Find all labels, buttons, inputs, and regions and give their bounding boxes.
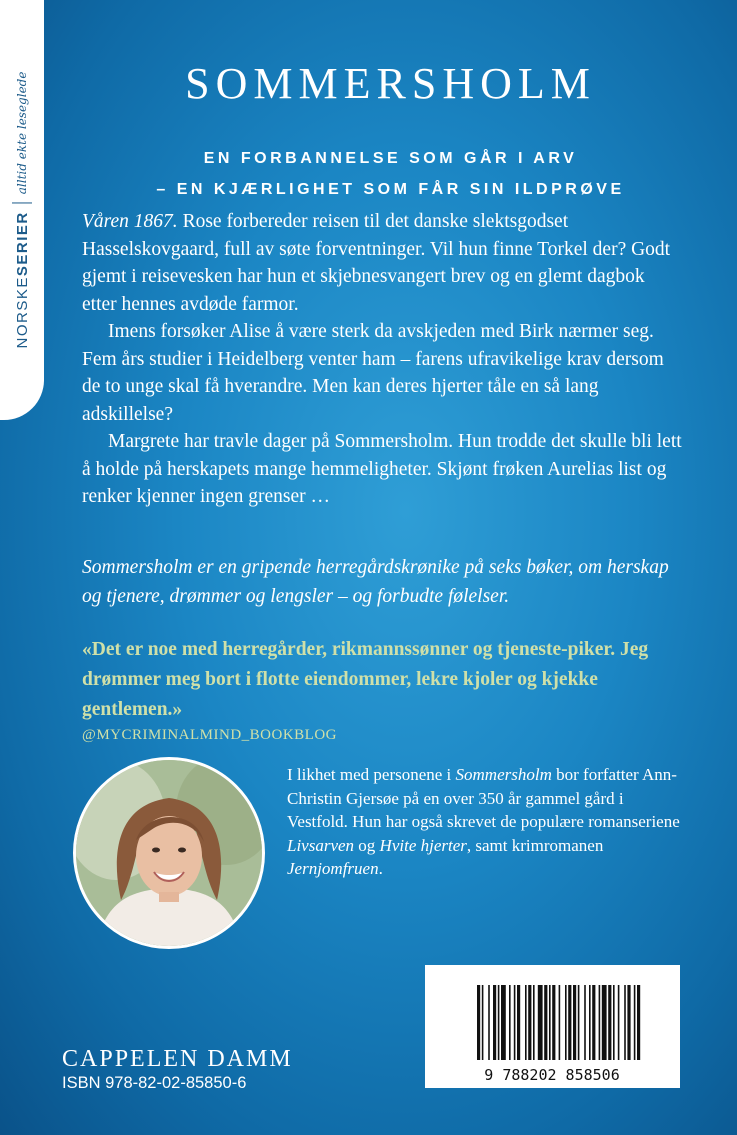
- blurb-lead: Våren 1867.: [82, 211, 178, 232]
- blurb-paragraph-2: Imens forsøker Alise å være sterk da avskjeden med Birk nærmer seg. Fem års studier i Heidelberg venter ham – farens ufravikelige krav dersom de to unge skal få hverandre. Men kan deres hjerter tåle en så lang adskillelse?: [82, 321, 664, 425]
- blurb-body: [82, 208, 682, 511]
- blurb-paragraph-1: Våren 1867. Rose forbereder reisen til det danske slektsgodset Hasselskovgaard, full av søte forventninger. Vil hun finne Torkel der? Godt gjemt i reisevesken har hun et skjebnesvangert brev og en glemt dagbok etter hennes avdøde farmor.: [82, 211, 671, 315]
- series-tab: [0, 0, 44, 420]
- review-source: @MYCRIMINALMIND_BOOKBLOG: [82, 727, 337, 743]
- author-bio: I likhet med personene i Sommersholm bor forfatter Ann-Christin Gjersøe på en over 350 år gammel gård i Vestfold. Hun har også skrevet de populære romanseriene Livsarven og Hvite hjerter, samt krimromanen Jernjomfruen.: [287, 765, 680, 878]
- author-photo: [73, 757, 265, 949]
- barcode-digits: 9 788202 858506: [484, 1066, 620, 1084]
- series-brand: NORSKESERIER: [13, 211, 31, 349]
- blurb-paragraph-3: Margrete har travle dager på Sommersholm. Hun trodde det skulle bli lett å holde på herskapets mange hemmeligheter. Skjønt frøken Aurelias list og renker kjenner ingen grenser …: [82, 431, 682, 507]
- series-summary: Sommersholm er en gripende herregårdskrønike på seks bøker, om herskap og tjenere, drømmer og lengsler – og forbudte følelser.: [82, 557, 669, 607]
- barcode: [425, 965, 680, 1088]
- isbn-text: ISBN 978-82-02-85850-6: [62, 1074, 247, 1092]
- series-tab-text: [12, 72, 32, 349]
- series-divider: [12, 202, 32, 203]
- publisher-logo: CAPPELEN DAMM: [62, 1046, 293, 1072]
- tagline-line-2: – EN KJÆRLIGHET SOM FÅR SIN ILDPRØVE: [156, 181, 625, 198]
- series-tagline: alltid ekte leseglede: [15, 71, 29, 195]
- review-quote: «Det er noe med herregårder, rikmannssønner og tjeneste-piker. Jeg drømmer meg bort i flotte eiendommer, lekre kjoler og kjekke gentlemen.»: [82, 639, 649, 720]
- book-title: SOMMERSHOLM: [185, 59, 596, 108]
- tagline-line-1: EN FORBANNELSE SOM GÅR I ARV: [203, 150, 578, 167]
